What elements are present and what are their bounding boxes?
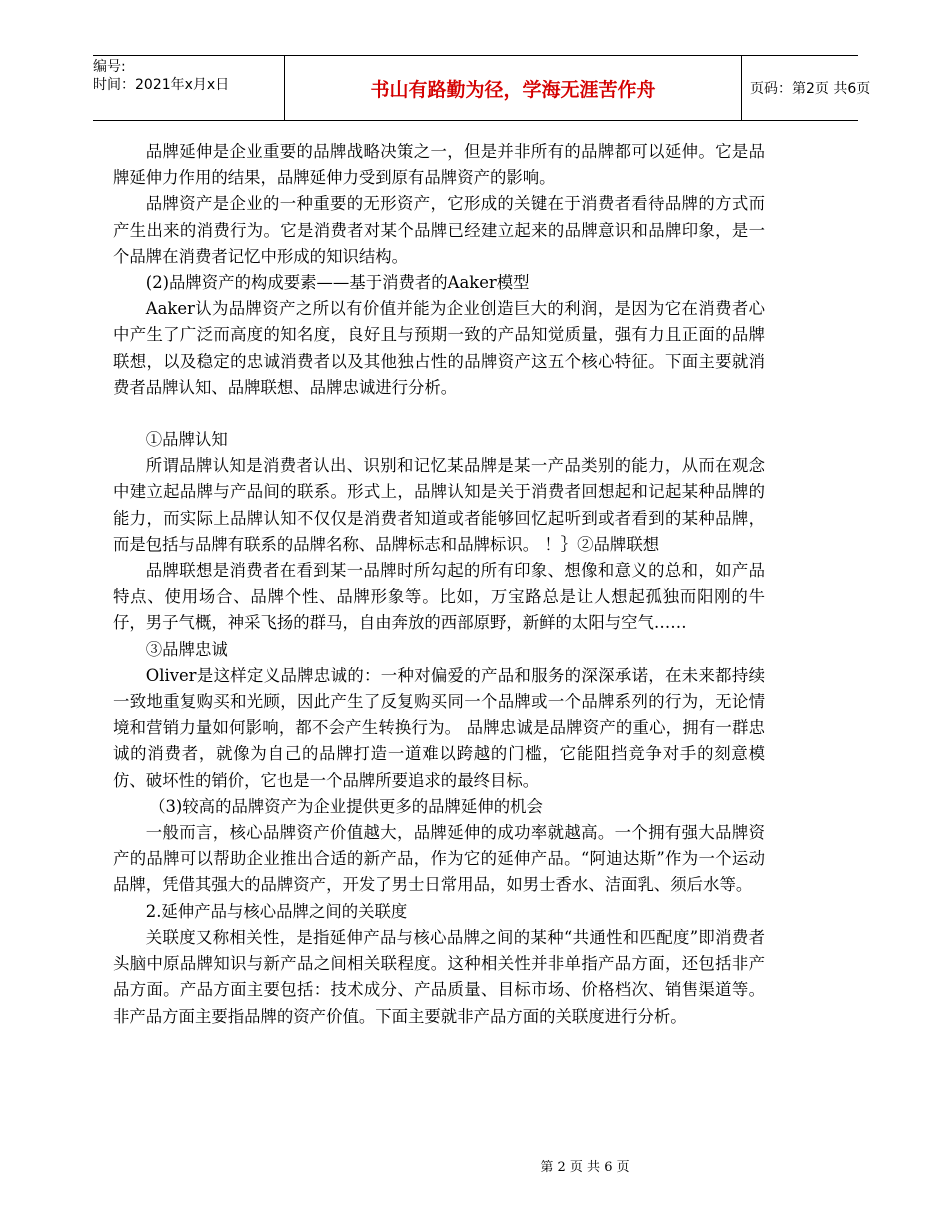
paragraph: 品牌联想是消费者在看到某一品牌时所勾起的所有印象、想像和意义的总和，如产品特点、使用场合、品牌个性、品牌形象等。比如，万宝路总是让人想起孤独而阳刚的牛仔，男子气概，神采飞扬的群马，自由奔放的西部原野，新鲜的太阳与空气……	[113, 561, 765, 633]
header-meta	[93, 56, 284, 120]
document-body	[113, 139, 765, 1030]
paragraph: 关联度又称相关性，是指延伸产品与核心品牌之间的某种“共通性和匹配度”即消费者头脑中原品牌知识与新产品之间相关联程度。这种相关性并非单指产品方面，还包括非产品方面。产品方面主要包括：技术成分、产品质量、目标市场、价格档次、销售渠道等。非产品方面主要指品牌的资产价值。下面主要就非产品方面的关联度进行分析。	[113, 927, 765, 1026]
header-page-info: 页码：第2页 共6页	[750, 81, 871, 97]
page-footer: 第 2 页 共 6 页	[540, 1160, 630, 1175]
subsection-heading: ③品牌忠诚	[145, 639, 228, 659]
paragraph: 品牌资产是企业的一种重要的无形资产，它形成的关键在于消费者看待品牌的方式而产生出来的消费行为。它是消费者对某个品牌已经建立起来的品牌意识和品牌印象，是一个品牌在消费者记忆中形成的知识结构。	[113, 194, 765, 266]
paragraph: 品牌延伸是企业重要的品牌战略决策之一，但是并非所有的品牌都可以延伸。它是品牌延伸力作用的结果，品牌延伸力受到原有品牌资产的影响。	[113, 142, 765, 188]
paragraph: 所谓品牌认知是消费者认出、识别和记忆某品牌是某一产品类别的能力，从而在观念中建立起品牌与产品间的联系。形式上，品牌认知是关于消费者回想起和记起某种品牌的能力，而实际上品牌认知不仅仅是消费者知道或者能够回忆起听到或者看到的某种品牌，而是包括与品牌有联系的品牌名称、品牌标志和品牌标识。 ！｝②品牌联想	[113, 456, 765, 554]
subsection-heading: ①品牌认知	[145, 430, 228, 450]
paragraph: Aaker认为品牌资产之所以有价值并能为企业创造巨大的利润，是因为它在消费者心中产生了广泛而高度的知名度，良好且与预期一致的产品知觉质量，强有力且正面的品牌联想，以及稳定的忠诚消费者以及其他独占性的品牌资产这五个核心特征。下面主要就消费者品牌认知、品牌联想、品牌忠诚进行分析。	[113, 299, 765, 397]
document-number-label: 编号:	[93, 59, 126, 75]
section-heading: 2.延伸产品与核心品牌之间的关联度	[145, 901, 408, 921]
blank-line	[113, 401, 765, 427]
header-motto: 书山有路勤为径，学海无涯苦作舟	[284, 56, 742, 120]
document-time: 时间：2021年x月x日	[93, 77, 230, 93]
paragraph: Oliver是这样定义品牌忠诚的：一种对偏爱的产品和服务的深深承诺，在未来都持续一致地重复购买和光顾，因此产生了反复购买同一个品牌或一个品牌系列的行为，无论情境和营销力量如何影响，都不会产生转换行为。 品牌忠诚是品牌资产的重心，拥有一群忠诚的消费者，就像为自己的品牌打造一道难以跨越的门槛，它能阻挡竞争对手的刻意模仿、破坏性的销价，它也是一个品牌所要追求的最终目标。	[113, 665, 765, 790]
section-heading: (2)品牌资产的构成要素——基于消费者的Aaker模型	[145, 273, 530, 293]
page-header	[93, 55, 871, 121]
section-heading: （3)较高的品牌资产为企业提供更多的品牌延伸的机会	[149, 796, 543, 816]
paragraph: 一般而言，核心品牌资产价值越大，品牌延伸的成功率就越高。一个拥有强大品牌资产的品牌可以帮助企业推出合适的新产品，作为它的延伸产品。“阿迪达斯”作为一个运动品牌，凭借其强大的品牌资产，开发了男士日常用品，如男士香水、洁面乳、须后水等。	[113, 823, 765, 895]
